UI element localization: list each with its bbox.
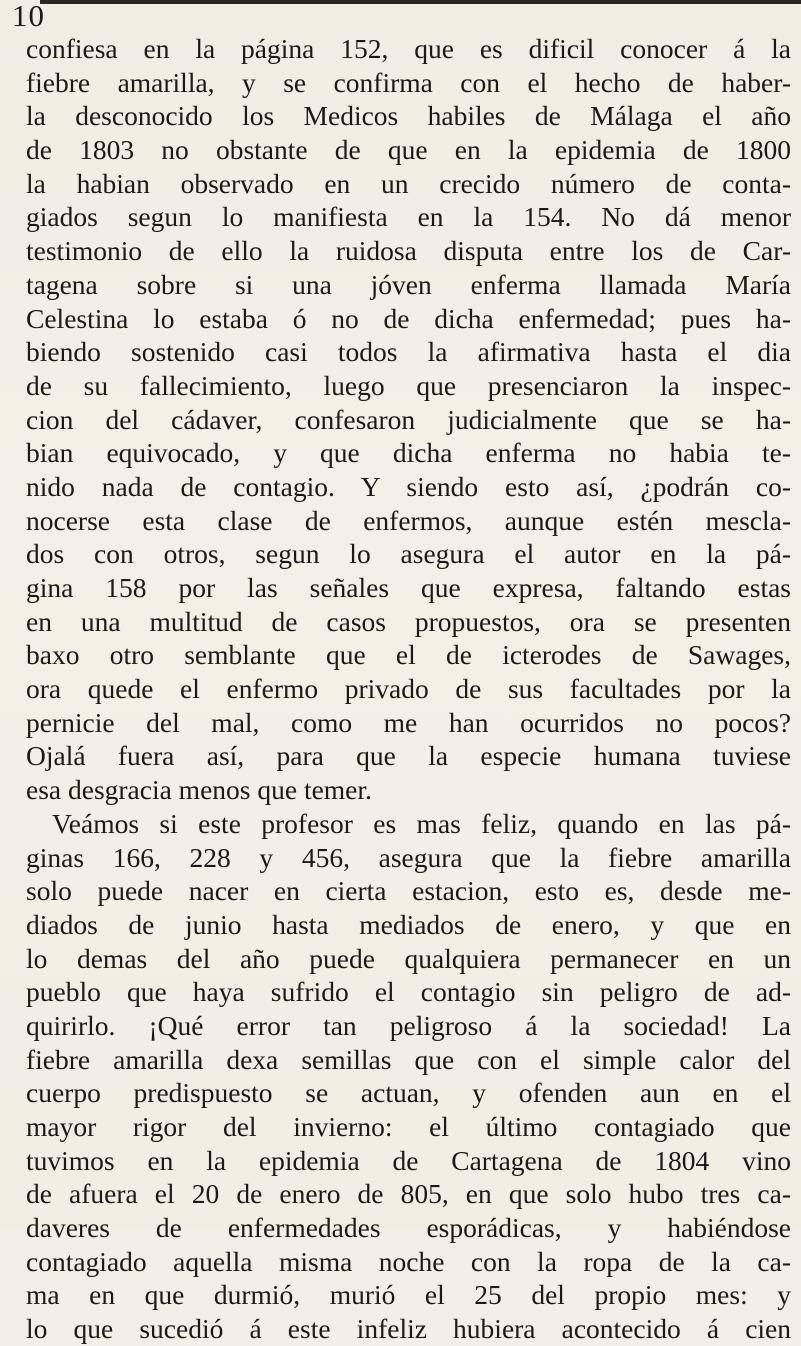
text-line: en una multitud de casos propuestos, ora se presenten (26, 605, 791, 637)
text-line: quirirlo. ¡Qué error tan peligroso á la sociedad! La (26, 1009, 791, 1041)
text-line: fiebre amarilla, y se confirma con el hecho de haber- (26, 66, 791, 98)
text-line: bian equivocado, y que dicha enferma no habia te- (26, 437, 791, 469)
text-line: baxo otro semblante que el de icterodes de Sawages, (26, 639, 791, 671)
text-line: lo que sucedió á este infeliz hubiera acontecido á cien (26, 1313, 791, 1345)
text-line: la desconocido los Medicos habiles de Málaga el año (26, 100, 791, 132)
text-line: pueblo que haya sufrido el contagio sin peligro de ad- (26, 976, 791, 1008)
text-line: tuvimos en la epidemia de Cartagena de 1804 vino (26, 1144, 791, 1176)
page-top-edge (40, 0, 801, 4)
text-line: mayor rigor del invierno: el último contagiado que (26, 1111, 791, 1142)
paragraph-start-line: Veámos si este profesor es mas feliz, quando en las pá- (52, 807, 791, 839)
text-line: ginas 166, 228 y 456, asegura que la fiebre amarilla (26, 841, 791, 873)
text-line: contagiado aquella misma noche con la ropa de la ca- (26, 1245, 791, 1277)
text-line: biendo sostenido casi todos la afirmativa hasta el dia (26, 336, 791, 368)
text-line: ma en que durmió, murió el 25 del propio mes: y (26, 1279, 791, 1311)
page-number: 10 (12, 0, 45, 33)
text-line: dos con otros, segun lo asegura el autor en la pá- (26, 538, 791, 570)
text-line: cuerpo predispuesto se actuan, y ofenden aun en el (26, 1077, 791, 1109)
text-line: Celestina lo estaba ó no de dicha enfermedad; pues ha- (26, 302, 791, 334)
text-line: Ojalá fuera así, para que la especie humana tuviese (26, 740, 791, 772)
text-line: de su fallecimiento, luego que presenciaron la inspec- (26, 369, 791, 401)
paragraph-end-line: esa desgracia menos que temer. (26, 774, 372, 806)
text-line: solo puede nacer en cierta estacion, esto es, desde me- (26, 875, 791, 907)
text-line: confiesa en la página 152, que es dificil conocer á la (26, 33, 791, 64)
text-line: fiebre amarilla dexa semillas que con el simple calor del (26, 1043, 791, 1075)
text-line: cion del cádaver, confesaron judicialmente que se ha- (26, 403, 791, 435)
text-line: gina 158 por las señales que expresa, faltando estas (26, 572, 791, 603)
text-line: nocerse esta clase de enfermos, aunque estén mescla- (26, 504, 791, 536)
text-line: diados de junio hasta mediados de enero, y que en (26, 908, 791, 940)
text-line: lo demas del año puede qualquiera permanecer en un (26, 942, 791, 974)
text-line: de afuera el 20 de enero de 805, en que solo hubo tres ca- (26, 1178, 791, 1210)
text-line: la habian observado en un crecido número de conta- (26, 167, 791, 199)
text-line: daveres de enfermedades esporádicas, y habiéndose (26, 1212, 791, 1244)
body-text (26, 32, 791, 1346)
text-line: testimonio de ello la ruidosa disputa entre los de Car- (26, 235, 791, 267)
text-line: ora quede el enfermo privado de sus facultades por la (26, 673, 791, 705)
text-line: nido nada de contagio. Y siendo esto así, ¿podrán co- (26, 470, 791, 502)
text-line: giados segun lo manifiesta en la 154. No dá menor (26, 201, 791, 233)
text-line: de 1803 no obstante de que en la epidemia de 1800 (26, 134, 791, 166)
text-line: tagena sobre si una jóven enferma llamada María (26, 268, 791, 300)
text-line: pernicie del mal, como me han ocurridos no pocos? (26, 706, 791, 738)
